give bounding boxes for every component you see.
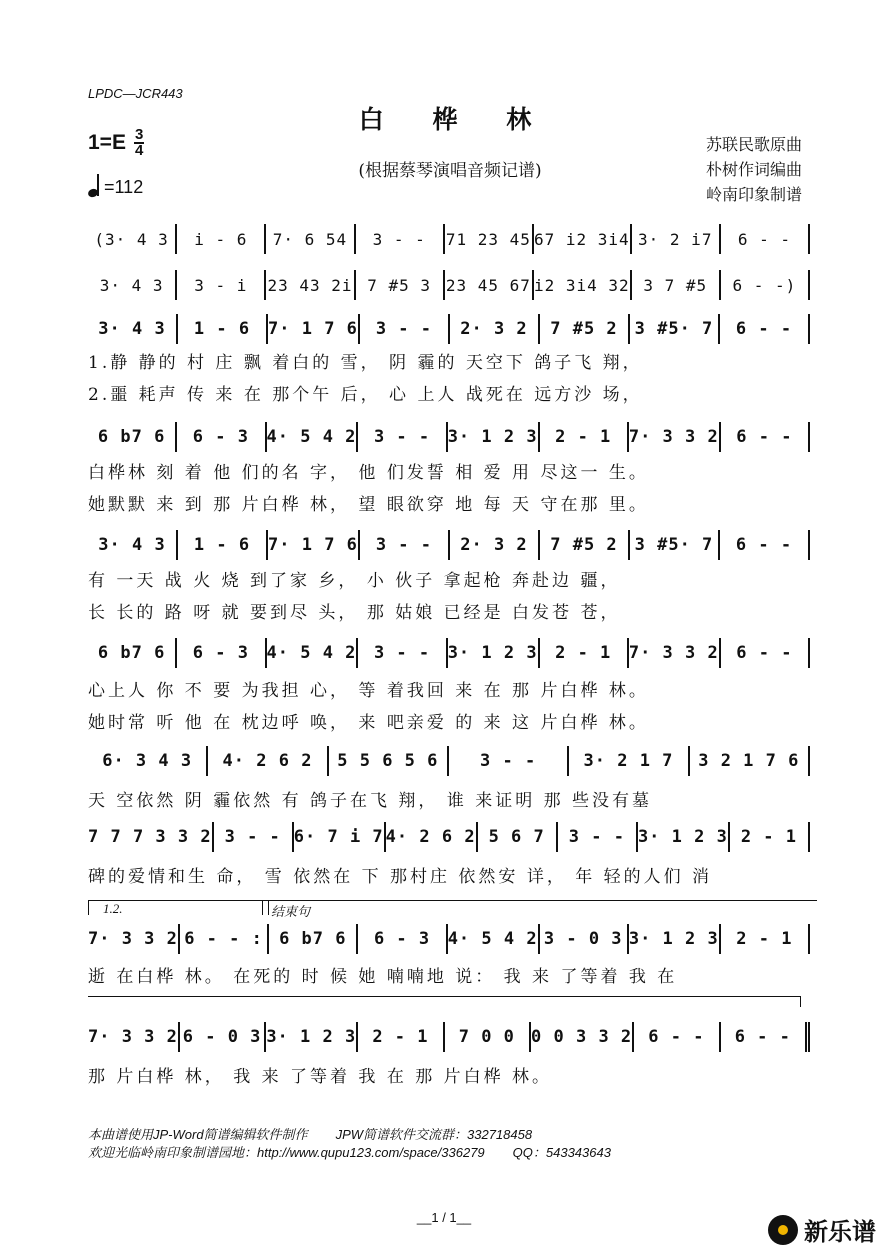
measure: 4· 5 4 2 bbox=[267, 422, 359, 452]
measure: 3 - - bbox=[214, 822, 294, 852]
system-bracket-line bbox=[88, 996, 801, 1007]
measure: 3 - - bbox=[558, 822, 638, 852]
credit-original: 苏联民歌原曲 bbox=[705, 135, 802, 154]
measure: 6 - 3 bbox=[177, 638, 266, 668]
lyric-line: 心上人 你 不 要 为我担 心， 等 着我回 来 在 那 片白桦 林。 bbox=[88, 681, 649, 701]
measure: 1 - 6 bbox=[178, 530, 268, 560]
measure: 2· 3 2 bbox=[450, 530, 540, 560]
measure: 6 b7 6 bbox=[88, 422, 177, 452]
lyric-line: 1.静 静的 村 庄 飘 着白的 雪， 阴 霾的 天空下 鸽子飞 翔， bbox=[88, 353, 643, 373]
measure: 3 - - bbox=[358, 638, 447, 668]
measure: 3 - - bbox=[360, 530, 450, 560]
measure: 6 - -) bbox=[721, 270, 810, 300]
system-7 bbox=[88, 746, 810, 776]
tempo-marking bbox=[88, 176, 143, 198]
time-signature bbox=[134, 128, 144, 158]
record-disc-icon bbox=[768, 1215, 798, 1245]
measure: 71 23 45 bbox=[445, 224, 534, 254]
measure: 7 #5 3 bbox=[356, 270, 445, 300]
lyric-line: 2.噩 耗声 传 来 在 那个午 后， 心 上人 战死在 远方沙 场， bbox=[88, 385, 643, 405]
footer-group: JPW简谱软件交流群：332718458 bbox=[335, 1127, 533, 1142]
lyric-line: 那 片白桦 林， 我 来 了等着 我 在 那 片白桦 林。 bbox=[88, 1067, 553, 1087]
measure: 3· 2 1 7 bbox=[569, 746, 689, 776]
measure: 7· 6 54 bbox=[266, 224, 355, 254]
measure: 3· 1 2 3 bbox=[629, 924, 721, 954]
measure: 6 - - : bbox=[180, 924, 269, 954]
measure: 3· 4 3 bbox=[88, 314, 178, 344]
measure: 7 #5 2 bbox=[540, 314, 630, 344]
lyric-line: 有 一天 战 火 烧 到了家 乡， 小 伙子 拿起枪 奔赴边 疆， bbox=[88, 571, 621, 591]
measure: 3 #5· 7 bbox=[630, 530, 720, 560]
measure: 2 - 1 bbox=[730, 822, 810, 852]
credits bbox=[706, 132, 802, 207]
measure: 4· 2 6 2 bbox=[208, 746, 328, 776]
measure: 3 - - bbox=[449, 746, 569, 776]
footer-notes bbox=[88, 1126, 639, 1162]
footer-qq: QQ：543343643 bbox=[512, 1145, 611, 1160]
site-logo[interactable] bbox=[768, 1212, 876, 1247]
score-title: 白 桦 林 bbox=[358, 105, 552, 134]
measure: 3 - 0 3 bbox=[540, 924, 629, 954]
measure: 6 - - bbox=[721, 422, 810, 452]
lyric-line: 逝 在白桦 林。 在死的 时 候 她 喃喃地 说： 我 来 了等着 我 在 bbox=[88, 967, 678, 987]
measure: 6 b7 6 bbox=[88, 638, 177, 668]
key-signature bbox=[88, 128, 144, 158]
measure: 7 #5 2 bbox=[540, 530, 630, 560]
measure: 67 i2 3i4 bbox=[534, 224, 632, 254]
measure: 6 - - bbox=[634, 1022, 720, 1052]
measure: 4· 2 6 2 bbox=[386, 822, 478, 852]
measure: 7· 1 7 6 bbox=[268, 530, 360, 560]
measure: 3 #5· 7 bbox=[630, 314, 720, 344]
lyric-line: 白桦林 刻 着 他 们的名 字， 他 们发誓 相 爱 用 尽这一 生。 bbox=[88, 463, 649, 483]
system-1 bbox=[88, 224, 810, 254]
score-code: LPDC—JCR443 bbox=[88, 86, 183, 101]
measure: 3· 2 i7 bbox=[632, 224, 721, 254]
lyric-line: 她默默 来 到 那 片白桦 林， 望 眼欲穿 地 每 天 守在那 里。 bbox=[88, 495, 649, 515]
system-8 bbox=[88, 822, 810, 852]
measure: 0 0 3 3 2 bbox=[531, 1022, 634, 1052]
measure: 7 0 0 bbox=[445, 1022, 531, 1052]
measure: 6 - 3 bbox=[358, 924, 447, 954]
measure: 6· 3 4 3 bbox=[88, 746, 208, 776]
measure: 2· 3 2 bbox=[450, 314, 540, 344]
measure: 7· 3 3 2 bbox=[629, 638, 721, 668]
measure: 3· 1 2 3 bbox=[638, 822, 730, 852]
measure: 3· 4 3 bbox=[88, 530, 178, 560]
tempo-value: =112 bbox=[104, 176, 144, 197]
footer-website[interactable]: 欢迎光临岭南印象制谱园地：http://www.qupu123.com/space/336279 bbox=[88, 1145, 485, 1160]
system-9 bbox=[88, 924, 810, 954]
logo-text: 新乐谱 bbox=[804, 1218, 876, 1246]
footer-software: 本曲谱使用JP-Word简谱编辑软件制作 bbox=[88, 1127, 308, 1142]
measure: 3 2 1 7 6 bbox=[690, 746, 810, 776]
measure-final: 6 - - bbox=[721, 1022, 810, 1052]
measure: 2 - 1 bbox=[540, 422, 629, 452]
system-3 bbox=[88, 314, 810, 344]
measure: 3 - - bbox=[356, 224, 445, 254]
credit-lyricist: 朴树作词编曲 bbox=[705, 160, 802, 179]
measure: 3 - i bbox=[177, 270, 266, 300]
measure: 6 - - bbox=[720, 314, 810, 344]
system-4 bbox=[88, 422, 810, 452]
system-2 bbox=[88, 270, 810, 300]
measure: 5 6 7 bbox=[478, 822, 558, 852]
credit-transcriber: 岭南印象制谱 bbox=[705, 185, 802, 204]
system-5 bbox=[88, 530, 810, 560]
lyric-line: 碑的爱情和生 命， 雪 依然在 下 那村庄 依然安 详， 年 轻的人们 消 bbox=[88, 867, 713, 887]
key-label: 1=E bbox=[88, 131, 126, 154]
measure: 6 - - bbox=[721, 224, 810, 254]
measure: 3 - - bbox=[358, 422, 447, 452]
page-number: __1 / 1__ bbox=[416, 1210, 472, 1225]
lyric-line: 她时常 听 他 在 枕边呼 唤， 来 吧亲爱 的 来 这 片白桦 林。 bbox=[88, 713, 649, 733]
measure: 23 43 2i bbox=[266, 270, 355, 300]
lyric-line: 长 长的 路 呀 就 要到尽 头， 那 姑娘 已经是 白发苍 苍， bbox=[88, 603, 621, 623]
lyric-line: 天 空依然 阴 霾依然 有 鸽子在飞 翔， 谁 来证明 那 些没有墓 bbox=[88, 791, 653, 811]
measure: 6 - 0 3 bbox=[180, 1022, 266, 1052]
measure: 1 - 6 bbox=[178, 314, 268, 344]
measure: 7· 3 3 2 bbox=[88, 1022, 180, 1052]
time-numerator: 3 bbox=[134, 126, 144, 143]
measure: 3· 1 2 3 bbox=[448, 422, 540, 452]
time-denominator: 4 bbox=[134, 142, 144, 159]
measure: 4· 5 4 2 bbox=[448, 924, 540, 954]
measure: 7· 1 7 6 bbox=[268, 314, 360, 344]
measure: 7 7 7 3 3 2 bbox=[88, 822, 214, 852]
measure: 3· 1 2 3 bbox=[266, 1022, 358, 1052]
measure: 7· 3 3 2 bbox=[88, 924, 180, 954]
system-10 bbox=[88, 1022, 810, 1052]
measure: 3· 1 2 3 bbox=[448, 638, 540, 668]
measure: i2 3i4 32 bbox=[534, 270, 632, 300]
measure: 7· 3 3 2 bbox=[629, 422, 721, 452]
measure: (3· 4 3 bbox=[88, 224, 177, 254]
system-6 bbox=[88, 638, 810, 668]
measure: 6· 7 i 7 bbox=[294, 822, 386, 852]
measure: 2 - 1 bbox=[721, 924, 810, 954]
measure: 2 - 1 bbox=[540, 638, 629, 668]
score-subtitle: (根据蔡琴演唱音频记谱) bbox=[358, 161, 542, 181]
measure: 5 5 6 5 6 bbox=[329, 746, 449, 776]
measure: 2 - 1 bbox=[358, 1022, 444, 1052]
measure: 3· 4 3 bbox=[88, 270, 177, 300]
measure: 6 - - bbox=[721, 638, 810, 668]
volta-first-ending: 1.2. bbox=[88, 900, 269, 915]
measure: 4· 5 4 2 bbox=[267, 638, 359, 668]
measure: 6 - 3 bbox=[177, 422, 266, 452]
measure: 23 45 67 bbox=[445, 270, 534, 300]
measure: i - 6 bbox=[177, 224, 266, 254]
measure: 3 7 #5 bbox=[632, 270, 721, 300]
volta-ending-phrase: 结束句 bbox=[262, 900, 817, 915]
measure: 6 - - bbox=[720, 530, 810, 560]
measure: 3 - - bbox=[360, 314, 450, 344]
measure: 6 b7 6 bbox=[269, 924, 358, 954]
